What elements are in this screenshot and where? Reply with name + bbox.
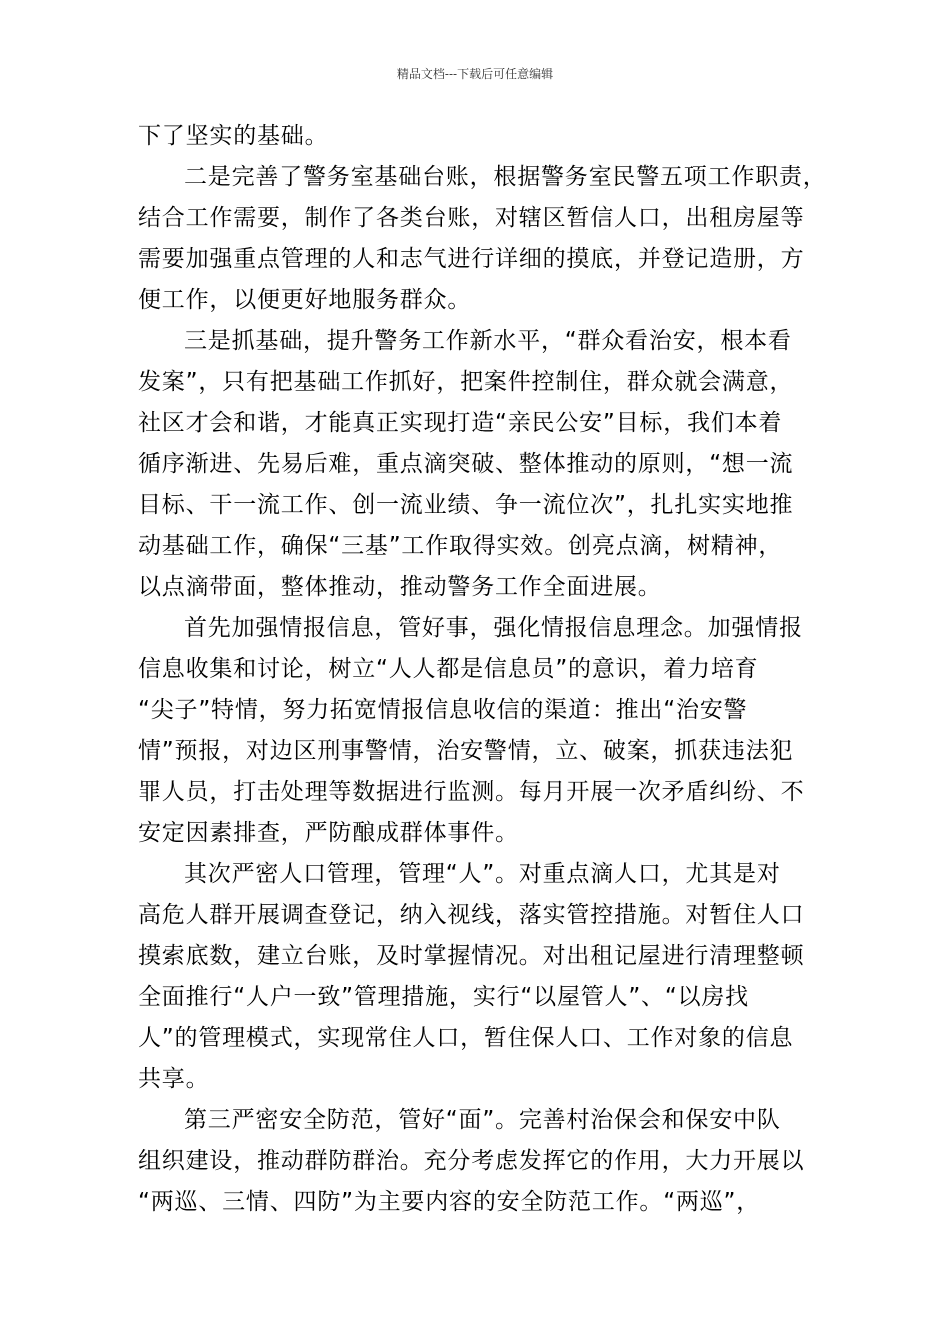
text-line: “两巡、三情、四防”为主要内容的安全防范工作。“两巡”， — [138, 1189, 761, 1215]
text-line: 罪人员，打击处理等数据进行监测。每月开展一次矛盾纠纷、不 — [138, 779, 805, 805]
text-line: 全面推行“人户一致”管理措施，实行“以屋管人”、“以房找 — [138, 984, 749, 1010]
text-line: 动基础工作，确保“三基”工作取得实效。创亮点滴，树精神， — [138, 533, 783, 559]
page-header: 精品文档---下载后可任意编辑 — [396, 67, 554, 81]
text-line: 信息收集和讨论，树立“人人都是信息员”的意识，着力培育 — [138, 656, 759, 682]
text-line: 摸索底数，建立台账，及时掌握情况。对出租记屋进行清理整顿 — [138, 943, 805, 969]
text-line: 人”的管理模式，实现常住人口，暂住保人口、工作对象的信息 — [138, 1025, 794, 1051]
text-line: 高危人群开展调查登记，纳入视线，落实管控措施。对暂住人口 — [138, 902, 805, 928]
text-line: “尖子”特情，努力拓宽情报信息收信的渠道：推出“治安警 — [138, 697, 748, 723]
text-line: 循序渐进、先易后难，重点滴突破、整体推动的原则，“想一流 — [138, 451, 794, 477]
text-line: 组织建设，推动群防群治。充分考虑发挥它的作用，大力开展以 — [138, 1148, 805, 1174]
paragraph-start-line: 二是完善了警务室基础台账，根据警务室民警五项工作职责， — [184, 164, 827, 190]
text-line: 共享。 — [138, 1066, 210, 1092]
text-line: 下了坚实的基础。 — [138, 123, 329, 149]
paragraph-start-line: 第三严密安全防范，管好“面”。完善村治保会和保安中队 — [184, 1107, 781, 1133]
text-line: 结合工作需要，制作了各类台账，对辖区暂信人口，出租房屋等 — [138, 205, 805, 231]
text-line: 发案”，只有把基础工作抓好，把案件控制住，群众就会满意， — [138, 369, 794, 395]
text-line: 便工作，以便更好地服务群众。 — [138, 287, 472, 313]
text-line: 情”预报，对边区刑事警情，治安警情，立、破案，抓获违法犯 — [138, 738, 794, 764]
text-line: 社区才会和谐，才能真正实现打造“亲民公安”目标，我们本着 — [138, 410, 783, 436]
text-line: 以点滴带面，整体推动，推动警务工作全面进展。 — [138, 574, 662, 600]
document-body — [138, 116, 827, 1223]
paragraph-start-line: 三是抓基础，提升警务工作新水平，“群众看治安，根本看 — [184, 328, 792, 354]
text-line: 目标、干一流工作、创一流业绩、争一流位次”，扎扎实实地推 — [138, 492, 794, 518]
text-line: 安定因素排查，严防酿成群体事件。 — [138, 820, 519, 846]
text-line: 需要加强重点管理的人和志气进行详细的摸底，并登记造册，方 — [138, 246, 805, 272]
paragraph-start-line: 其次严密人口管理，管理“人”。对重点滴人口，尤其是对 — [184, 861, 781, 887]
paragraph-start-line: 首先加强情报信息，管好事，强化情报信息理念。加强情报 — [184, 615, 803, 641]
